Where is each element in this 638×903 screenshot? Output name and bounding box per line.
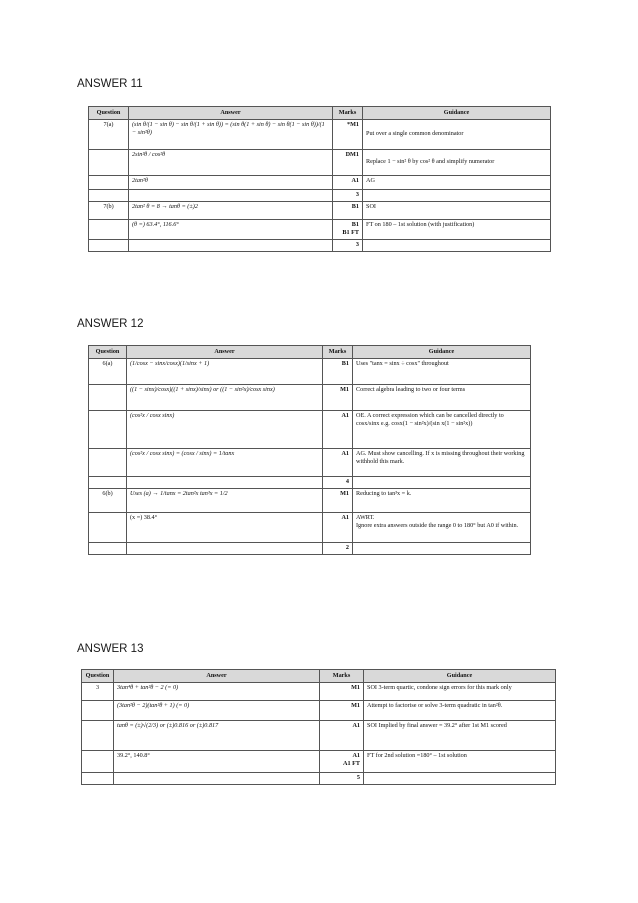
guidance-cell: OE. A correct expression which can be cancelled directly to cosx/sinx e.g. cosx(1 − sin²x)/(sin x(1 − sin²x)) (353, 410, 531, 448)
answer-cell: tanθ = (±)√(2/3) or (±)0.816 or (±)0.817 (114, 720, 320, 750)
table-row (89, 149, 551, 175)
question-cell (89, 384, 127, 410)
table-row (89, 201, 551, 219)
marks-cell: A1 (333, 175, 363, 189)
question-cell: 7(b) (89, 201, 129, 219)
table-row (82, 772, 556, 784)
header-guidance: Guidance (363, 107, 551, 120)
answer-cell (127, 476, 323, 488)
question-cell (82, 700, 114, 720)
header-guidance: Guidance (364, 670, 556, 683)
question-cell (89, 448, 127, 476)
mark-scheme-table-11 (88, 106, 551, 252)
guidance-cell: Uses "tanx = sinx ÷ cosx" throughout (353, 358, 531, 384)
answer-cell: (θ =) 63.4°, 116.6° (129, 219, 333, 239)
table-row (82, 700, 556, 720)
header-marks: Marks (320, 670, 364, 683)
answer-cell (114, 772, 320, 784)
question-cell (89, 219, 129, 239)
marks-cell: M1 (320, 700, 364, 720)
question-cell (89, 239, 129, 251)
header-answer: Answer (129, 107, 333, 120)
marks-total-cell: 3 (333, 189, 363, 201)
guidance-cell: Replace 1 − sin² θ by cos² θ and simplify numerator (363, 149, 551, 175)
question-cell (82, 720, 114, 750)
answer-cell: Uses (a) → 1/tanx = 2tan²x tan³x = 1/2 (127, 488, 323, 512)
marks-total-cell: 4 (323, 476, 353, 488)
question-cell: 6(a) (89, 358, 127, 384)
header-question: Question (89, 346, 127, 359)
marks-cell: A1 (320, 720, 364, 750)
answer-cell: (cos²x / cosx sinx) (127, 410, 323, 448)
marks-cell: DM1 (333, 149, 363, 175)
marks-cell: A1 (323, 410, 353, 448)
guidance-cell: Reducing to tan³x = k. (353, 488, 531, 512)
section-heading-12: ANSWER 12 (77, 318, 144, 330)
answer-cell (129, 189, 333, 201)
marks-cell: M1 (323, 384, 353, 410)
guidance-cell (353, 476, 531, 488)
question-cell (89, 542, 127, 554)
header-answer: Answer (114, 670, 320, 683)
question-cell (89, 512, 127, 542)
answer-cell (129, 239, 333, 251)
question-cell: 7(a) (89, 119, 129, 149)
question-cell (89, 189, 129, 201)
header-marks: Marks (333, 107, 363, 120)
table-row (89, 219, 551, 239)
table-row (89, 410, 531, 448)
guidance-cell: Put over a single common denominator (363, 119, 551, 149)
guidance-cell: SOI (363, 201, 551, 219)
marks-cell: B1 (323, 358, 353, 384)
table-row (82, 682, 556, 700)
marks-total-cell: 3 (333, 239, 363, 251)
table-header-row (89, 346, 531, 359)
guidance-cell: SOI Implied by final answer = 39.2° after 1st M1 scored (364, 720, 556, 750)
answer-cell (127, 542, 323, 554)
table-row (89, 175, 551, 189)
question-cell (82, 772, 114, 784)
header-marks: Marks (323, 346, 353, 359)
section-heading-11: ANSWER 11 (77, 78, 143, 90)
answer-cell: (cos²x / cosx sinx) = (cosx / sinx) = 1/tanx (127, 448, 323, 476)
answer-cell: 2sin²θ / cos²θ (129, 149, 333, 175)
table-row (89, 488, 531, 512)
table-row (89, 512, 531, 542)
guidance-cell: FT on 180 – 1st solution (with justification) (363, 219, 551, 239)
table-header-row (82, 670, 556, 683)
marks-total-cell: 5 (320, 772, 364, 784)
guidance-cell: AWRT. Ignore extra answers outside the range 0 to 180° but A0 if within. (353, 512, 531, 542)
answer-cell: 2tan²θ (129, 175, 333, 189)
guidance-cell: AG (363, 175, 551, 189)
header-question: Question (89, 107, 129, 120)
table-row (89, 239, 551, 251)
table-row (89, 189, 551, 201)
answer-cell: (3tan²θ − 2)(tan²θ + 1) (= 0) (114, 700, 320, 720)
table-row (89, 384, 531, 410)
section-heading-13: ANSWER 13 (77, 643, 144, 655)
marks-cell: B1 B1 FT (333, 219, 363, 239)
guidance-cell: SOI 3-term quartic, condone sign errors for this mark only (364, 682, 556, 700)
table-row (82, 750, 556, 772)
guidance-cell: AG. Must show cancelling. If x is missing throughout their working withhold this mark. (353, 448, 531, 476)
header-answer: Answer (127, 346, 323, 359)
question-cell (89, 410, 127, 448)
table-row (89, 448, 531, 476)
answer-cell: 2tan² θ = 8 → tanθ = (±)2 (129, 201, 333, 219)
question-cell (89, 175, 129, 189)
header-question: Question (82, 670, 114, 683)
table-row (89, 358, 531, 384)
table-row (89, 476, 531, 488)
mark-scheme-table-12 (88, 345, 531, 555)
table-row (89, 542, 531, 554)
mark-scheme-table-13 (81, 669, 556, 785)
guidance-cell: Attempt to factorise or solve 3-term quadratic in tan²θ. (364, 700, 556, 720)
answer-cell: (x =) 38.4° (127, 512, 323, 542)
guidance-cell: FT for 2nd solution =180° – 1st solution (364, 750, 556, 772)
question-cell: 6(b) (89, 488, 127, 512)
answer-cell: ((1 − sinx)/cosx)((1 + sinx)/sinx) or ((1 − sin²x)/cosx sinx) (127, 384, 323, 410)
guidance-cell (363, 189, 551, 201)
answer-cell: (sin θ/(1 − sin θ) − sin θ/(1 + sin θ)) = (sin θ(1 + sin θ) − sin θ(1 − sin θ))/(1 − sin²θ) (129, 119, 333, 149)
marks-cell: *M1 (333, 119, 363, 149)
marks-total-cell: 2 (323, 542, 353, 554)
table-row (82, 720, 556, 750)
marks-cell: A1 (323, 512, 353, 542)
question-cell (89, 149, 129, 175)
marks-cell: M1 (323, 488, 353, 512)
answer-cell: 3tan⁴θ + tan²θ − 2 (= 0) (114, 682, 320, 700)
guidance-cell (353, 542, 531, 554)
question-cell: 3 (82, 682, 114, 700)
marks-cell: A1 A1 FT (320, 750, 364, 772)
table-row (89, 119, 551, 149)
question-cell (89, 476, 127, 488)
answer-cell: 39.2°, 140.8° (114, 750, 320, 772)
guidance-cell: Correct algebra leading to two or four terms (353, 384, 531, 410)
table-header-row (89, 107, 551, 120)
header-guidance: Guidance (353, 346, 531, 359)
marks-cell: A1 (323, 448, 353, 476)
marks-cell: B1 (333, 201, 363, 219)
marks-cell: M1 (320, 682, 364, 700)
guidance-cell (363, 239, 551, 251)
guidance-cell (364, 772, 556, 784)
answer-cell: (1/cosx − sinx/cosx)(1/sinx + 1) (127, 358, 323, 384)
question-cell (82, 750, 114, 772)
